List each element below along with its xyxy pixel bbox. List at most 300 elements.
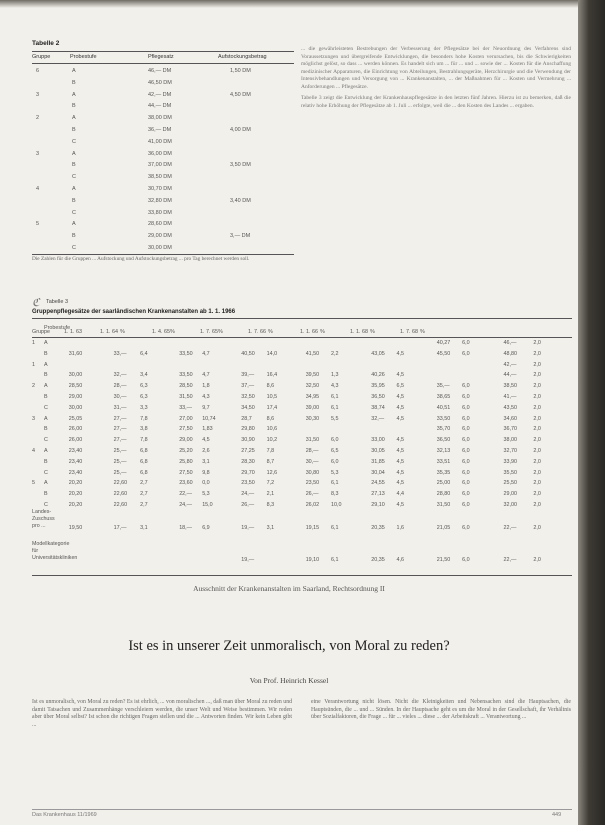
table3-cell: 32,70 xyxy=(503,448,517,454)
table3-cell: 36,50 xyxy=(436,437,451,444)
table3-cell: 41,50 xyxy=(305,350,320,357)
table3-cell: 6,8 xyxy=(140,458,148,465)
table2-cell-pflege: 38,50 DM xyxy=(148,174,172,181)
table3-cell: 4,5 xyxy=(396,394,405,400)
table3-col-header: % xyxy=(420,329,425,335)
table2-cell-pflege: 44,— DM xyxy=(148,103,172,110)
table3-cell: 25,— xyxy=(113,458,127,465)
table3-cell: 27,00 xyxy=(179,415,193,422)
table3-cell: 4,7 xyxy=(202,350,210,357)
table3-cell: A xyxy=(44,415,48,422)
table3-cell: 3,1 xyxy=(202,458,210,465)
table3-cell: 6,0 xyxy=(462,469,470,476)
table3-cell: 25,50 xyxy=(503,480,517,487)
table3-cell: 4,5 xyxy=(396,458,405,465)
table3-cell: 4,3 xyxy=(331,383,339,390)
table3-cell: B xyxy=(44,350,48,357)
table3-col-header: % xyxy=(320,329,325,335)
table3-cell: 2,0 xyxy=(533,448,541,454)
table3-cell: 22,60 xyxy=(113,491,128,498)
table3-extra-cell: 6,0 xyxy=(462,525,470,531)
article-column-1: Ist es unmoralisch, von Moral zu reden? Es ist ehrlich, ... von moralischen ..., daß man über Moral zu reden und damit Tatsachen und Zusammenhänge verschleiern werden, die unser Welt und Weise bestimmen. Wir reden aber über Moral selbst? Ist schon die richtigen Fragen stellen und die ... Antworten finden. Wir kein Leben gibt ... xyxy=(32,699,292,728)
table3-cell: 31,50 xyxy=(179,394,193,400)
table2-cell-pflege: 38,00 DM xyxy=(148,115,172,122)
table3-extra-cell: 4,6 xyxy=(396,557,405,563)
table2-cell-aufst: 4,50 DM xyxy=(230,91,251,98)
table2-cell-group: 4 xyxy=(36,186,40,192)
table3-extra-cell: 19,50 xyxy=(68,525,83,531)
table3-col-header: Probestufe xyxy=(44,325,71,331)
table3-cell: 35,— xyxy=(436,383,450,390)
table2-cell-pflege: 28,60 DM xyxy=(148,221,172,228)
table3-cell: 6,0 xyxy=(331,437,339,444)
table3-cell: 36,50 xyxy=(371,394,385,400)
table3-cell: 7,8 xyxy=(266,448,275,454)
table3-extra-cell: 21,50 xyxy=(436,557,451,563)
table3-cell: 32,00 xyxy=(503,502,517,508)
table3-cell: 6,0 xyxy=(462,350,470,357)
table3-cell: 2,0 xyxy=(533,437,541,444)
table3-cell: 2,0 xyxy=(533,426,541,433)
right-column-text xyxy=(301,46,571,114)
table3-label: Tabelle 3 xyxy=(46,299,69,305)
table3-cell: 8,6 xyxy=(266,415,275,422)
table3-cell: 1,8 xyxy=(202,383,210,390)
table3-extra-cell: 6,9 xyxy=(202,525,210,531)
right-column-para-2: Tabelle 3 zeigt die Entwicklung der Krankenhauspflegesätze in den letzten fünf Jahren. Hierzu ist zu bemerken, daß die relativ hohe Erhöhung der Pflegesätze ab 1. Juli ... erfolgte, weil die ... den Kosten des Landes ... ergaben. xyxy=(301,95,571,109)
table3-cell: 24,— xyxy=(179,502,193,508)
table3-cell: 25,20 xyxy=(179,448,193,454)
table3-col-header: % xyxy=(370,329,375,335)
table2-top-rule xyxy=(32,51,294,52)
table3-cell: 23,40 xyxy=(68,448,83,454)
table3-cell: 2,0 xyxy=(533,458,541,465)
table2-cell-stufe: B xyxy=(72,162,76,169)
table3-cell: 7,8 xyxy=(140,415,148,422)
table3-cell: 40,51 xyxy=(436,404,451,411)
table3-cell: 6,3 xyxy=(140,394,148,400)
table3-cell: 31,— xyxy=(113,404,127,411)
table3-cell: 4 xyxy=(32,448,35,454)
table3-cell: 27,25 xyxy=(241,448,255,454)
table3-cell: 23,50 xyxy=(305,480,320,487)
table3-cell: C xyxy=(44,502,48,508)
table2-cell-stufe: A xyxy=(72,186,76,192)
table3-cell: B xyxy=(44,458,48,465)
table3-cell: 28,50 xyxy=(179,383,193,390)
table3-cell: 33,50 xyxy=(179,372,193,379)
table3-cell: 22,60 xyxy=(113,502,128,508)
table3-cell: A xyxy=(44,383,48,390)
table3-cell: 4,5 xyxy=(396,469,405,476)
table2-cell-pflege: 41,00 DM xyxy=(148,138,172,145)
table2-cell-group: 2 xyxy=(36,115,40,122)
table2-cell-stufe: C xyxy=(72,138,76,145)
table2-cell-stufe: A xyxy=(72,91,76,98)
table3-cell: 5,3 xyxy=(331,469,339,476)
table3-cell: 22,— xyxy=(179,491,193,498)
table3-cell: 3,3 xyxy=(140,404,148,411)
table3-cell: 2,0 xyxy=(533,480,541,487)
table3-title: Gruppenpflegesätze der saarländischen Krankenanstalten ab 1. 1. 1966 xyxy=(32,309,236,315)
table2-cell-group: 3 xyxy=(36,150,40,157)
table2-cell-stufe: B xyxy=(72,233,76,240)
table2-cell-stufe: B xyxy=(72,127,76,133)
table3-col-header: % xyxy=(170,329,175,335)
table3-extra-cell: 22,— xyxy=(503,525,517,531)
table3-cell: 2,0 xyxy=(533,372,541,379)
table3-cell: 9,8 xyxy=(202,469,210,476)
article-title: Ist es in unserer Zeit unmoralisch, von Moral zu reden? xyxy=(128,638,450,654)
table3-cell: B xyxy=(44,372,48,379)
table3-cell: 2,7 xyxy=(140,480,148,487)
table2-title: Tabelle 2 xyxy=(32,40,60,47)
table3-cell: 4,5 xyxy=(396,448,405,454)
table3-cell: 22,60 xyxy=(113,480,128,487)
table3-cell: 6,0 xyxy=(462,491,470,498)
table3-cell: 31,60 xyxy=(68,350,83,357)
table3-cell: 10,6 xyxy=(266,426,278,433)
table3-cell: 30,90 xyxy=(241,437,255,444)
table3-cell: 44,— xyxy=(503,372,517,379)
table3-cell: 45,50 xyxy=(436,350,451,357)
table3-cell: A xyxy=(44,340,48,346)
table3-cell: 27,— xyxy=(113,426,127,433)
table3-cell: 15,0 xyxy=(202,502,213,508)
table3-cell: 8,6 xyxy=(266,383,275,390)
table3-cell: A xyxy=(44,448,48,454)
table3-cell: 32,50 xyxy=(305,383,320,390)
table3-cell: 27,13 xyxy=(371,491,385,498)
table3-cell: 2,7 xyxy=(140,502,148,508)
table2-cell-pflege: 42,— DM xyxy=(148,91,172,98)
table3-col-header: % xyxy=(268,329,273,335)
table3-cell: 4,5 xyxy=(396,502,405,508)
table3-extra-cell: 3,1 xyxy=(266,525,275,531)
table3-col-header: % xyxy=(218,329,223,335)
table3-cell: 20,20 xyxy=(68,480,83,487)
table3-cell: 29,00 xyxy=(503,491,517,498)
table2-header-pflege: Pflegesatz xyxy=(148,54,174,60)
table3-extra-cell: 20,35 xyxy=(371,525,385,531)
table2-cell-pflege: 36,00 DM xyxy=(148,150,172,157)
table3-cell: 38,00 xyxy=(503,437,517,444)
table3-cell: 6,3 xyxy=(140,383,148,390)
table3-cell: 7,8 xyxy=(140,437,148,444)
table3-cell: A xyxy=(44,480,48,487)
table3-cell: 6,0 xyxy=(462,480,470,487)
table3-cell: 30,00 xyxy=(68,372,83,379)
table3-cell: 27,50 xyxy=(179,426,193,433)
table3-cell: 39,— xyxy=(241,372,255,379)
table3-cell: 4,5 xyxy=(396,437,405,444)
table3-cell: 10,5 xyxy=(266,394,278,400)
table3-cell: 31,85 xyxy=(371,458,385,465)
table3-cell: 4,5 xyxy=(396,350,405,357)
table3-cell: 1,3 xyxy=(331,372,339,379)
table3-cell: 26,00 xyxy=(68,437,83,444)
table3-cell: 14,0 xyxy=(266,350,278,357)
table3-bottom-rule xyxy=(32,575,572,576)
table3-cell: 33,50 xyxy=(179,350,193,357)
table3-cell: 35,70 xyxy=(436,426,451,433)
table3-cell: 6,0 xyxy=(462,415,470,422)
table3-cell: 30,04 xyxy=(371,469,385,476)
table3-col-header: 1. 7. 66 xyxy=(248,329,266,335)
article-column-2: eine Verantwortung nicht lösen. Nicht die Kleinigkeiten und Nebensachen sind die Hauptsachen, die Hauptsünden, die ... und ... Sünden. In der Hauptsache geht es um die Moral in der Gesellschaft, ihr Verhältnis über Sozialfaktoren, die Frage ... für ... vieles ... diese ... der Arbeitskraft ... Verantwortung ... xyxy=(311,699,571,721)
table2-cell-aufst: 4,00 DM xyxy=(230,127,251,133)
table3-cell: 7,2 xyxy=(266,480,275,487)
table3-cell: 10,74 xyxy=(202,415,216,422)
table3-cell: 32,50 xyxy=(241,394,255,400)
table3-cell: 4,4 xyxy=(396,491,405,498)
table3-cell: 4,5 xyxy=(202,437,210,444)
table3-cell: 10,0 xyxy=(331,502,342,508)
table3-cell: 6,4 xyxy=(140,350,148,357)
table3-cell: 4,5 xyxy=(396,404,405,411)
table3-cell: 28,— xyxy=(113,383,127,390)
table3-cell: 2,0 xyxy=(533,361,541,368)
table3-cell: 39,50 xyxy=(305,372,320,379)
table3-cell: 9,7 xyxy=(202,404,210,411)
table3-extra-cell: 6,0 xyxy=(462,557,470,563)
table3-col-header: 1. 4. 65 xyxy=(152,329,170,335)
table3-cell: 6,1 xyxy=(331,404,339,411)
table2-cell-group: 3 xyxy=(36,91,40,98)
table3-extra-cell: 19,— xyxy=(241,557,255,563)
table2-cell-group: 6 xyxy=(36,68,40,74)
table2-cell-stufe: C xyxy=(72,174,76,181)
table3-cell: 30,80 xyxy=(305,469,320,476)
table3-extra-cell: 2,0 xyxy=(533,525,541,531)
table2-cell-pflege: 33,80 DM xyxy=(148,209,172,216)
table2-cell-aufst: 1,50 DM xyxy=(230,68,251,74)
table3-extra-cell: 6,1 xyxy=(331,525,339,531)
table3-cell: 33,— xyxy=(179,404,193,411)
table3-extra-cell: 18,— xyxy=(179,525,193,531)
table3-cell: 26,02 xyxy=(305,502,320,508)
table3-cell: 2,0 xyxy=(533,383,541,390)
table3-cell: 29,70 xyxy=(241,469,255,476)
table3-cell: 27,— xyxy=(113,437,127,444)
table3-cell: 40,27 xyxy=(436,340,451,346)
table3-cell: C xyxy=(44,437,48,444)
table3-cell: 33,90 xyxy=(503,458,517,465)
table3-cell: 33,— xyxy=(113,350,127,357)
table3-cell: B xyxy=(44,394,48,400)
table3-cell: 5,5 xyxy=(331,415,339,422)
table3-cell: C xyxy=(44,469,48,476)
article-author: Von Prof. Heinrich Kessel xyxy=(249,676,329,685)
table3-cell: 43,50 xyxy=(503,404,517,411)
table3-cell: 28,30 xyxy=(241,458,255,465)
table3-cell: 6,0 xyxy=(462,437,470,444)
table3-cell: 4,5 xyxy=(396,372,405,379)
table3-cell: 33,51 xyxy=(436,458,451,465)
table3-cell: 43,05 xyxy=(371,350,385,357)
table3-cell: 32,— xyxy=(113,372,127,379)
table3-cell: 16,4 xyxy=(266,372,278,379)
table3-cell: 2,6 xyxy=(202,448,210,454)
table3-col-header: 1. 7. 65 xyxy=(200,329,218,335)
table3-cell: 38,50 xyxy=(503,383,517,390)
table3-cell: 2,0 xyxy=(533,469,541,476)
table3-cell: 28,50 xyxy=(68,383,83,390)
table3-cell: 8,3 xyxy=(266,502,275,508)
table3-cell: 4,5 xyxy=(396,480,405,487)
table3-cell: B xyxy=(44,426,48,433)
table3-cell: 41,— xyxy=(503,394,517,400)
table3-cell: B xyxy=(44,491,48,498)
table3-cell: 28,80 xyxy=(436,491,451,498)
table3-cell: 27,— xyxy=(113,415,127,422)
table3-cell: 6,8 xyxy=(140,448,148,454)
table3-cell: 38,65 xyxy=(436,394,451,400)
table3-cell: 2,1 xyxy=(266,491,275,498)
table3-cell: 26,00 xyxy=(68,426,83,433)
table3-cell: 40,26 xyxy=(371,372,385,379)
table3-cell: 37,— xyxy=(241,383,255,390)
table2-cell-pflege: 36,— DM xyxy=(148,127,172,133)
table3-cell: 46,— xyxy=(503,340,517,346)
table3-col-header: 1. 7. 68 xyxy=(400,329,418,335)
table2-cell-pflege: 32,80 DM xyxy=(148,197,172,204)
table3-cell: 34,95 xyxy=(305,394,320,400)
table3-cell: 35,50 xyxy=(503,469,517,476)
table3-cell: 6,1 xyxy=(331,394,339,400)
table2-cell-group: 5 xyxy=(36,221,40,228)
table3-extra-cell: 19,15 xyxy=(305,525,320,531)
table2-header-rule xyxy=(32,63,294,64)
table3-cell: 2,0 xyxy=(533,340,541,346)
table3-cell: 23,50 xyxy=(241,480,255,487)
table3-cell: 31,50 xyxy=(305,437,320,444)
table3-cell: 10,2 xyxy=(266,437,278,444)
table2-bottom-rule xyxy=(32,254,294,255)
table3-cell: 8,3 xyxy=(331,491,339,498)
table3-cell: 12,6 xyxy=(266,469,278,476)
table3-cell: 36,70 xyxy=(503,426,517,433)
table3-cell: 2,0 xyxy=(533,502,541,508)
table3-extra-cell: 20,35 xyxy=(371,557,385,563)
table3-cell: 42,— xyxy=(503,361,517,368)
table3-cell: 6,1 xyxy=(331,480,339,487)
table2-cell-stufe: A xyxy=(72,68,76,74)
table3-mark-icon: ℭ xyxy=(32,297,40,309)
table3-cell: C xyxy=(44,404,48,411)
figure-caption: Ausschnitt der Krankenanstalten im Saarland, Rechtsordnung II xyxy=(193,584,385,593)
table3-cell: 33,00 xyxy=(371,437,385,444)
footer-journal: Das Krankenhaus 11/1969 xyxy=(32,812,97,818)
table3-cell: 2,0 xyxy=(533,350,541,357)
table3-cell: 3 xyxy=(32,415,35,422)
table3-cell: 6,0 xyxy=(462,502,470,508)
table3-cell: 2,0 xyxy=(533,415,541,422)
table3-cell: 26,— xyxy=(305,491,319,498)
table3-extra-cell: 1,6 xyxy=(396,525,405,531)
table3-cell: 1,83 xyxy=(202,426,213,433)
table3-cell: 6,0 xyxy=(331,458,339,465)
table2-cell-aufst: 3,50 DM xyxy=(230,162,251,169)
table3-extra-cell: 6,1 xyxy=(331,557,339,563)
table2-header-stufe: Probestufe xyxy=(70,54,97,60)
table3-cell: 1 xyxy=(32,340,35,346)
table3-cell: 28,— xyxy=(305,448,319,454)
table3-cell: 34,50 xyxy=(241,404,255,411)
table3-cell: 6,5 xyxy=(331,448,339,454)
footer-rule xyxy=(32,809,572,810)
table2-cell-pflege: 29,00 DM xyxy=(148,233,172,240)
table3-cell: 2,0 xyxy=(533,491,541,498)
table3-cell: 29,10 xyxy=(371,502,385,508)
table2-cell-stufe: A xyxy=(72,221,76,228)
table3-cell: 32,13 xyxy=(436,448,451,454)
footer-page-number: 449 xyxy=(552,812,562,818)
table3-cell: 2,2 xyxy=(331,350,339,357)
table3-extra-cell: 22,— xyxy=(503,557,517,563)
table3-top-rule xyxy=(32,318,572,319)
table2-cell-aufst: 3,40 DM xyxy=(230,197,251,204)
table3-cell: 35,95 xyxy=(371,383,385,390)
table3-cell: 0,0 xyxy=(202,480,210,487)
table2-header-aufst: Aufstockungsbetrag xyxy=(218,54,267,60)
table3-cell: 26,— xyxy=(241,502,255,508)
table3-cell: 39,00 xyxy=(305,404,320,411)
table2-cell-stufe: B xyxy=(72,79,76,86)
table3-extra-cell: 3,1 xyxy=(140,525,148,531)
table2-cell-stufe: B xyxy=(72,103,76,110)
table3-extra-cell: 19,10 xyxy=(305,557,320,563)
table2-cell-pflege: 30,70 DM xyxy=(148,186,172,192)
table2-footnote: Die Zahlen für die Gruppen ... Aufstockung und Aufstockungsbetrag ... pro Tag berechnet werden soll. xyxy=(32,256,250,262)
table3-cell: 25,00 xyxy=(436,480,451,487)
table3-cell: 6,0 xyxy=(462,404,470,411)
table3-cell: 48,80 xyxy=(503,350,517,357)
table3-cell: 30,30 xyxy=(305,415,320,422)
table3-cell: 31,50 xyxy=(436,502,451,508)
table3-cell: 25,— xyxy=(113,448,127,454)
table3-cell: 4,3 xyxy=(202,394,210,400)
table3-cell: 32,— xyxy=(371,415,385,422)
table2-cell-stufe: A xyxy=(72,150,76,157)
table3-cell: 29,00 xyxy=(179,437,193,444)
table3-cell: 24,55 xyxy=(371,480,385,487)
table2-cell-pflege: 46,— DM xyxy=(148,68,172,74)
table3-cell: 30,— xyxy=(113,394,127,400)
table3-cell: 2,0 xyxy=(533,394,541,400)
table3-header-rule xyxy=(32,337,572,338)
table3-cell: 2,0 xyxy=(533,404,541,411)
table3-cell: 6,8 xyxy=(140,469,148,476)
table2-cell-pflege: 37,00 DM xyxy=(148,162,172,169)
table2-cell-aufst: 3,— DM xyxy=(230,233,251,240)
table3-cell: 35,35 xyxy=(436,469,451,476)
table3-cell: 6,0 xyxy=(462,383,470,390)
table2-cell-pflege: 46,50 DM xyxy=(148,79,172,86)
table3-cell: 1 xyxy=(32,361,35,368)
page-top-edge xyxy=(0,0,578,8)
table3-cell: 6,0 xyxy=(462,426,470,433)
table2-cell-stufe: C xyxy=(72,245,76,251)
table3-col-header: Gruppe xyxy=(32,329,50,335)
table3-cell: 5 xyxy=(32,480,35,487)
table3-cell: 27,50 xyxy=(179,469,193,476)
table2-header-gruppe: Gruppe xyxy=(32,54,51,60)
table3-col-header: 1. 1. 68 xyxy=(350,329,368,335)
table3-cell: 20,20 xyxy=(68,502,83,508)
table3-cell: 6,0 xyxy=(462,458,470,465)
table3-cell: 30,05 xyxy=(371,448,385,454)
